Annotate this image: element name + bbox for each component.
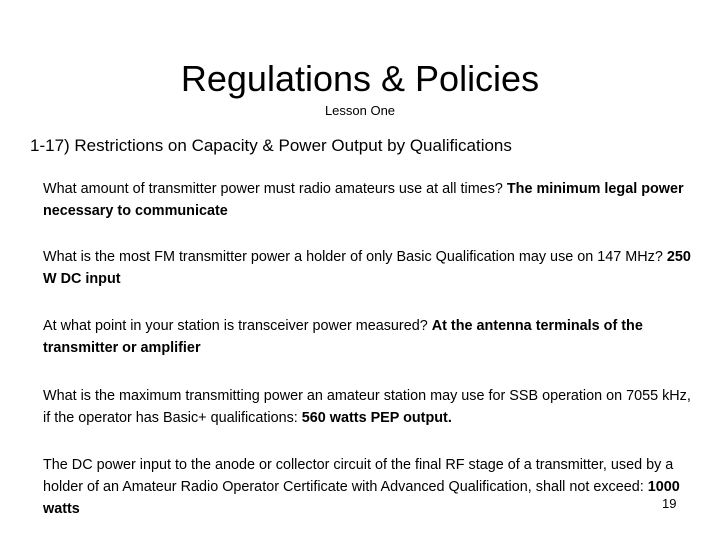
qa-item [43, 315, 693, 359]
qa-item [43, 178, 693, 222]
section-heading: 1-17) Restrictions on Capacity & Power Output by Qualifications [30, 136, 512, 155]
answer-text: The minimum legal power necessary to communicate [43, 181, 684, 219]
question-text: What is the maximum transmitting power an amateur station may use for SSB operation on 7055 kHz, if the operator has Basic+ qualifications: [43, 388, 691, 426]
answer-text: At the antenna terminals of the transmitter or amplifier [43, 318, 643, 356]
qa-item [43, 385, 693, 429]
qa-item [43, 454, 683, 520]
answer-text: 560 watts PEP output. [301, 410, 452, 426]
slide-title: Regulations & Policies [180, 58, 540, 99]
slide-subtitle: Lesson One [324, 103, 396, 118]
answer-text: 250 W DC input [43, 249, 691, 287]
qa-item [43, 246, 693, 290]
answer-text: 1000 watts [43, 479, 680, 517]
page-number: 19 [662, 496, 677, 511]
question-text: What is the most FM transmitter power a holder of only Basic Qualification may use on 147 MHz? [43, 249, 667, 265]
question-text: At what point in your station is transceiver power measured? [43, 318, 432, 334]
question-text: What amount of transmitter power must radio amateurs use at all times? [43, 181, 507, 197]
question-text: The DC power input to the anode or collector circuit of the final RF stage of a transmitter, used by a holder of an Amateur Radio Operator Certificate with Advanced Qualification, shall not exceed: [43, 457, 674, 495]
